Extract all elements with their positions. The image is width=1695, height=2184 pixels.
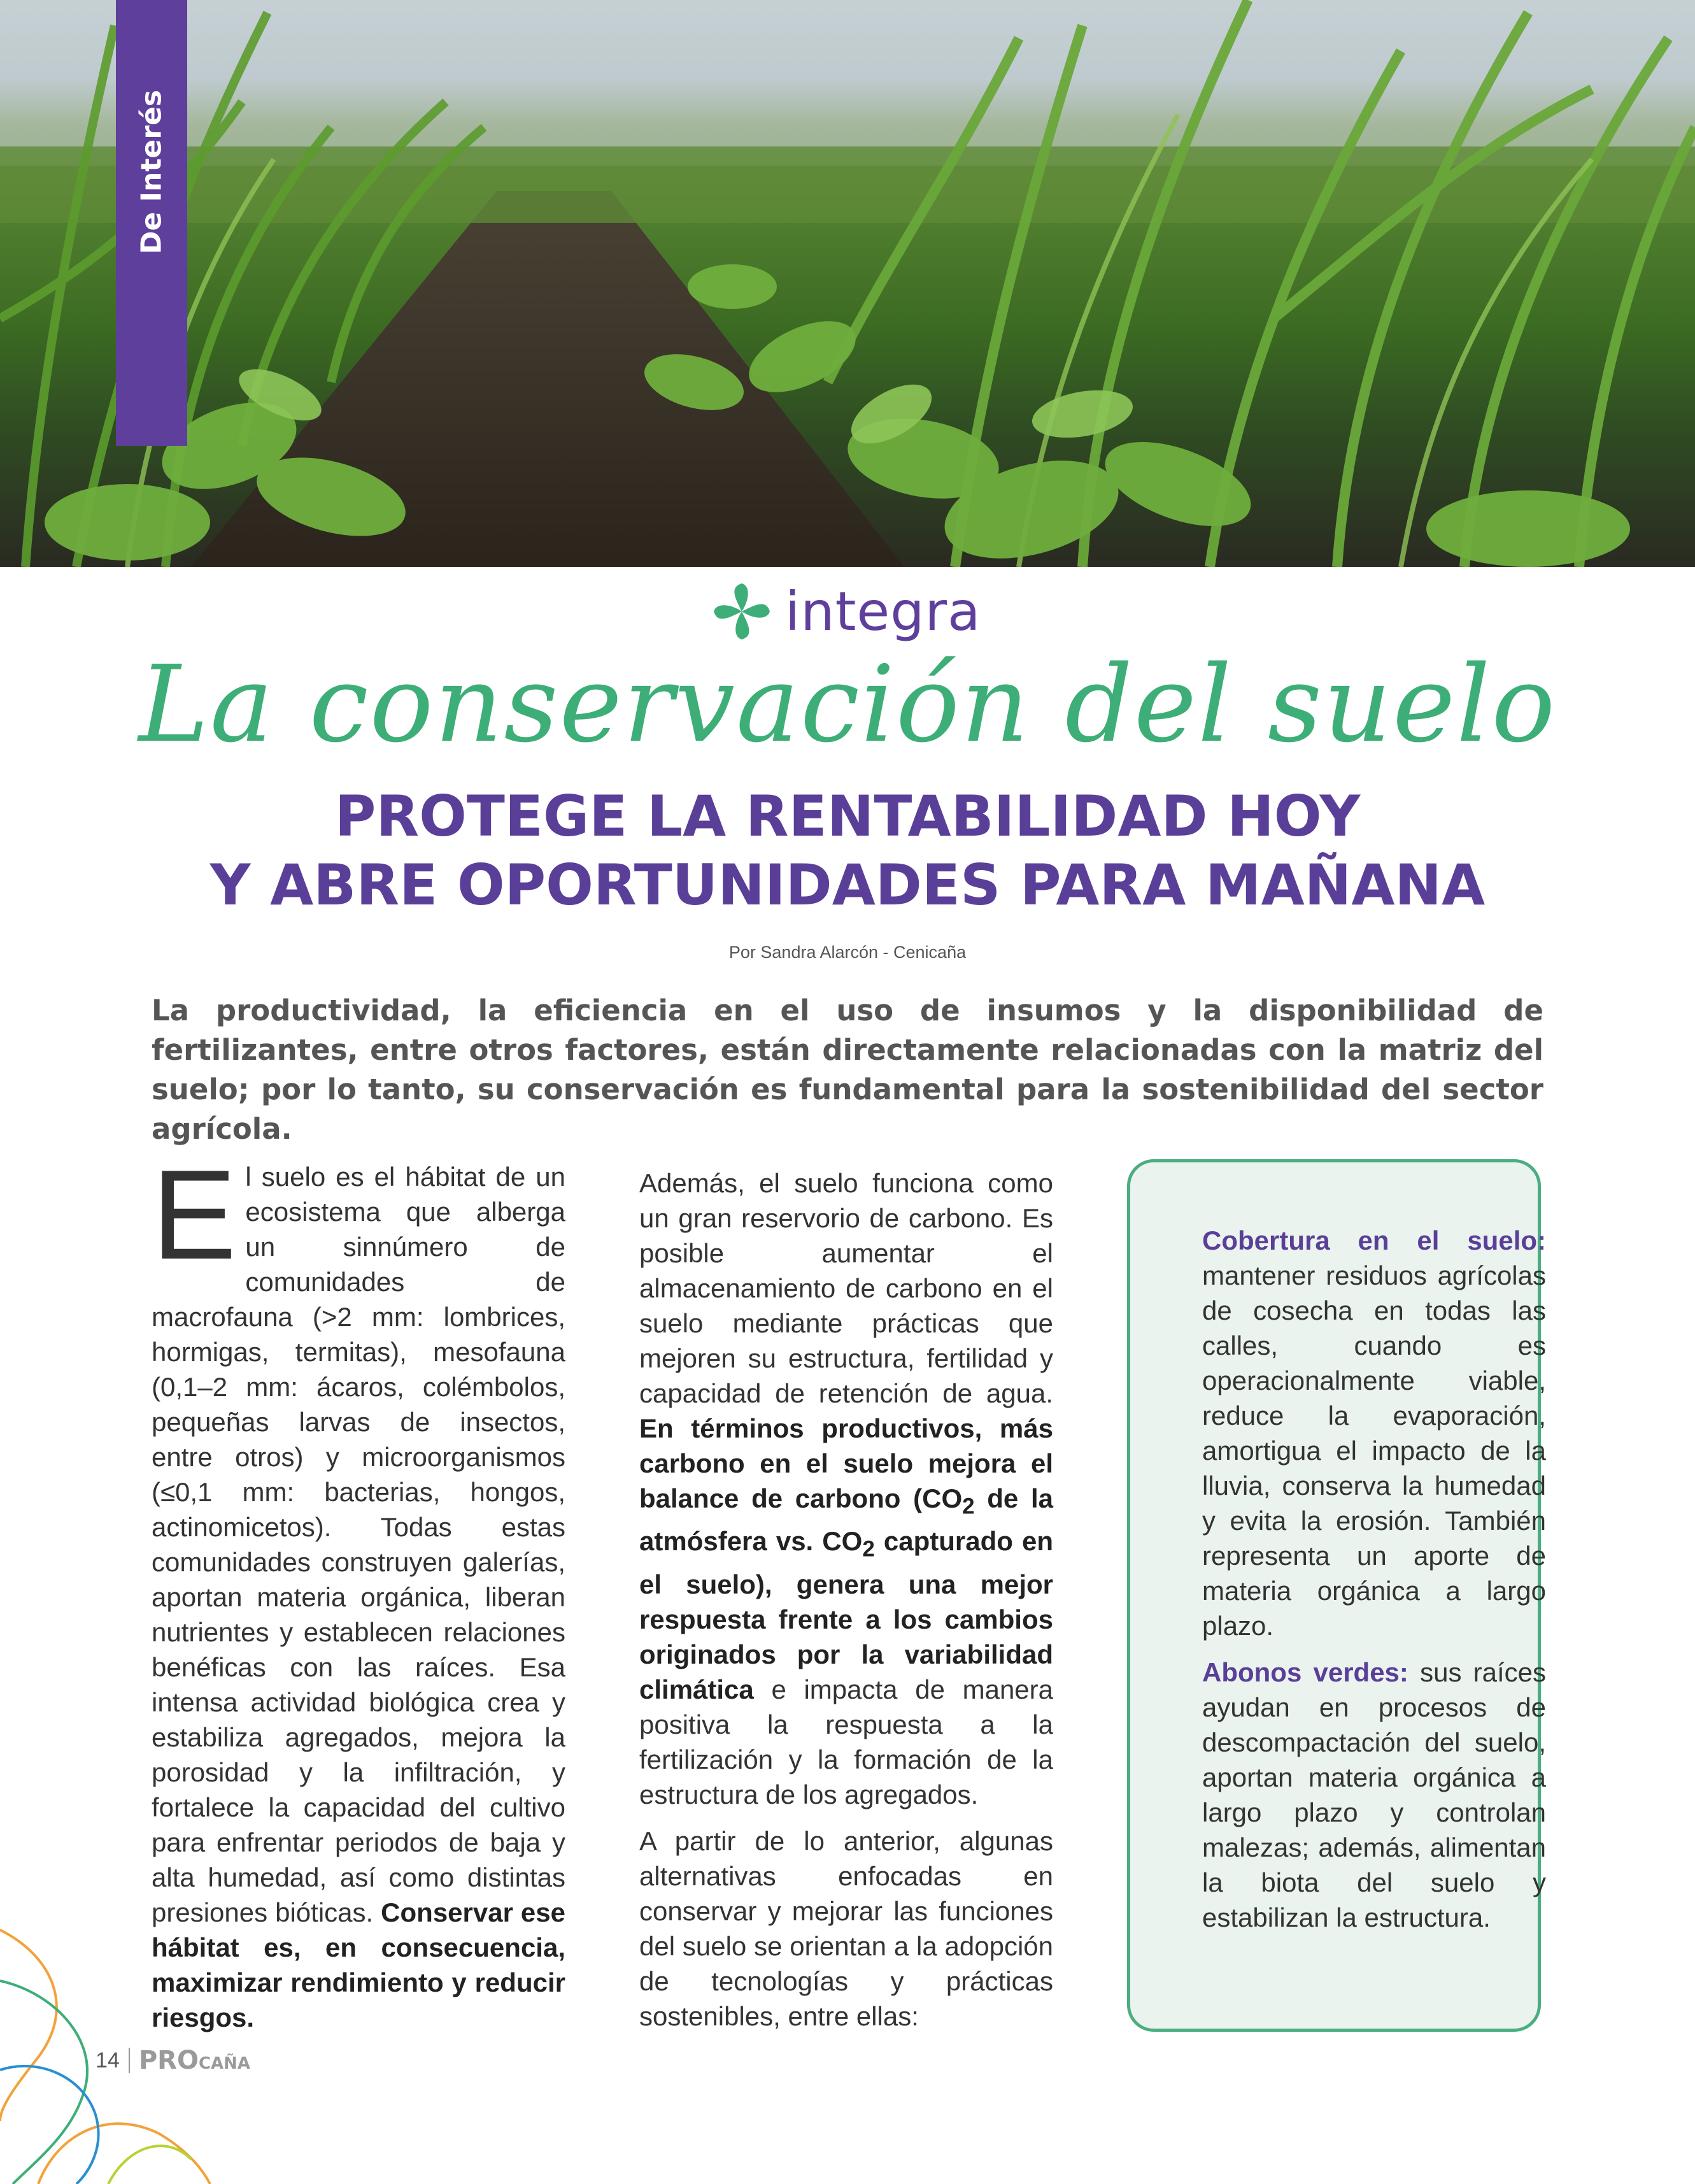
subscript-2: 2 [962,1494,975,1519]
practice-abonos-text: sus raíces ayudan en procesos de descompactación del suelo, aportan materia orgánica a largo plazo y controlan malezas; además, alimentan la biota del suelo y estabilizan la estructura. [1202,1657,1546,1932]
magazine-logo-cana: CAÑA [198,2054,251,2073]
section-tab [116,0,187,446]
drop-cap: E [152,1144,237,1286]
subscript-2: 2 [862,1536,875,1562]
practice-cobertura-term: Cobertura en el suelo: [1202,1225,1546,1255]
column-2-tail: e impacta de manera positiva la respuesta a la fertilización y la formación de la estructura de los agregados. [639,1674,1053,1809]
column-1-text: l suelo es el hábitat de un ecosistema que alberga un sinnúmero de comunidades de macrofauna (>2 mm: lombrices, hormigas, termitas), mesofauna (0,1–2 mm: ácaros, colémbolos, pequeñas larvas de insectos, entre otros) y microorganismos (≤0,1 mm: bacterias, hongos, actinomicetos). Todas estas comunidades construyen galerías, aportan materia orgánica, liberan nutrientes y establecen relaciones benéficas con las raíces. Esa intensa actividad biológica crea y estabiliza agregados, mejora la porosidad y la infiltración, y fortalece la capacidad del cultivo para enfrentar periodos de baja y alta humedad, así como distintas presiones bióticas. [152,1162,565,1927]
practice-abonos [1202,1655,1546,1935]
hero-photo-sugarcane-field [0,0,1695,567]
field-illustration [0,0,1695,567]
practice-cobertura [1202,1223,1546,1643]
column-1-paragraph [152,1144,565,2035]
magazine-logo [139,2046,250,2075]
practice-abonos-term: Abonos verdes: [1202,1657,1408,1687]
page-footer [96,2041,250,2080]
page-number: 14 [96,2048,120,2073]
column-2-bold-a: En términos productivos, más carbono en el suelo mejora el balance de carbono (CO [639,1413,1053,1513]
article-column-2 [639,1166,1053,2045]
magazine-logo-pro: PRO [138,2046,199,2075]
lead-paragraph: La productividad, la eficiencia en el uso de insumos y la disponibilidad de fertilizantes, entre otros factores, están directamente relacionadas con la matriz del suelo; por lo tanto, su conservación es fundamental para la sostenibilidad del sector agrícola. [152,994,1543,1146]
headline-line-2: Y ABRE OPORTUNIDADES PARA MAÑANA [209,852,1486,918]
column-2-paragraph-2: A partir de lo anterior, algunas alternativas enfocadas en conservar y mejorar las funciones del suelo se orientan a la adopción de tecnologías y prácticas sostenibles, entre ellas: [639,1825,1053,2031]
practice-cobertura-text: mantener residuos agrícolas de cosecha en todas las calles, cuando es operacionalmente viable, reduce la evaporación, amortigua el impacto de la lluvia, conserva la humedad y evita la erosión. También representa un aporte de materia orgánica a largo plazo. [1202,1260,1546,1641]
headline [0,782,1695,920]
brand-name: integra [785,580,981,643]
byline: Por Sandra Alarcón - Cenicaña [728,943,967,962]
column-2-bold-b: de la atmósfera vs. CO [639,1483,1053,1557]
section-tab-label: De Interés [135,90,168,254]
integra-brand [710,576,981,646]
column-2-text: Además, el suelo funciona como un gran reservorio de carbono. Es posible aumentar el almacenamiento de carbono en el suelo mediante prácticas que mejoren su estructura, fertilidad y capacidad de retención de agua. [639,1168,1053,1408]
column-2-bold-c: capturado en el suelo), genera una mejor respuesta frente a los cambios originados por la variabilidad climática [639,1526,1053,1704]
practices-box-text [1202,1223,1546,1946]
footer-divider [129,2048,130,2073]
column-2-paragraph-1 [639,1166,1053,1812]
column-1-bold: Conservar ese hábitat es, en consecuencia, maximizar rendimiento y reducir riesgos. [152,1897,565,2032]
headline-line-1: PROTEGE LA RENTABILIDAD HOY [334,783,1361,849]
script-title: La conservación del suelo [138,643,1557,766]
pinwheel-logo-icon [710,580,774,643]
